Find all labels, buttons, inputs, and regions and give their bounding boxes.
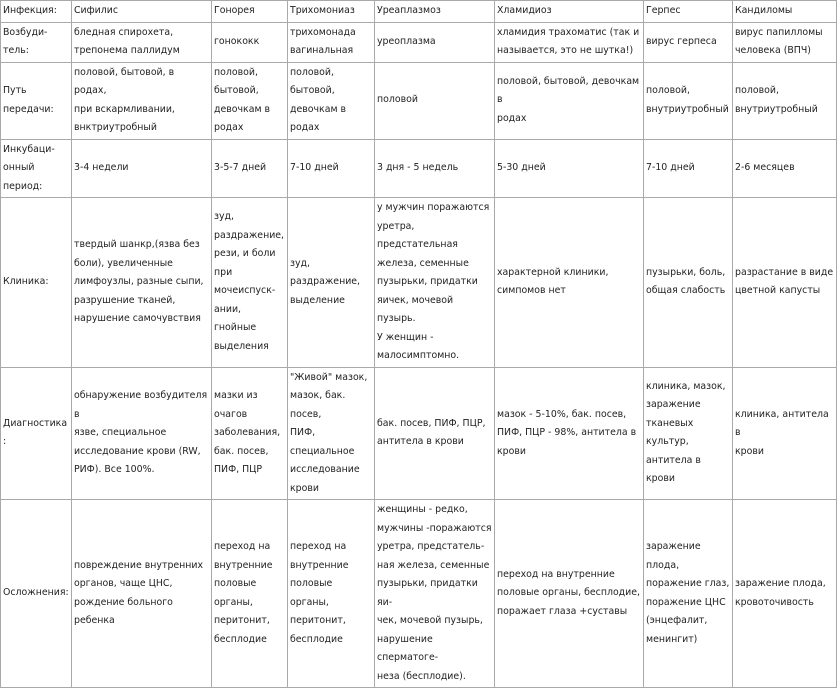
table-cell: "Живой" мазок, мазок, бак. посев, ПИФ, специальное исследование крови xyxy=(288,367,375,500)
table-cell: разрастание в виде цветной капусты xyxy=(733,198,837,368)
header-cell-syphilis: Сифилис xyxy=(72,1,212,23)
header-cell-condylomas: Кандиломы xyxy=(733,1,837,23)
table-cell: вирус герпеса xyxy=(644,22,733,62)
table-cell: трихомонада вагинальная xyxy=(288,22,375,62)
table-cell: 3-5-7 дней xyxy=(212,139,288,198)
table-cell: обнаружение возбудителя в язве, специальное исследование крови (RW, РИФ). Все 100%. xyxy=(72,367,212,500)
row-label-diagnostics: Диагностика: xyxy=(1,367,72,500)
table-cell: переход на внутренние половые органы, перитонит, бесплодие xyxy=(212,500,288,688)
header-cell-ureaplasmosis: Уреаплазмоз xyxy=(375,1,495,23)
table-cell: твердый шанкр,(язва без боли), увеличенные лимфоузлы, разные сыпи, разрушение тканей, нарушение самочувствия xyxy=(72,198,212,368)
table-cell: клиника, мазок, заражение тканевых культур, антитела в крови xyxy=(644,367,733,500)
row-label-complications: Осложнения: xyxy=(1,500,72,688)
table-cell: повреждение внутренних органов, чаще ЦНС, рождение больного ребенка xyxy=(72,500,212,688)
table-cell: переход на внутренние половые органы, перитонит, бесплодие xyxy=(288,500,375,688)
table-cell: переход на внутренние половые органы, бесплодие, поражает глаза +суставы xyxy=(495,500,644,688)
table-cell: зуд, раздражение, выделение xyxy=(288,198,375,368)
table-cell: 3-4 недели xyxy=(72,139,212,198)
table-cell: уреоплазма xyxy=(375,22,495,62)
table-cell: заражение плода, кровоточивость xyxy=(733,500,837,688)
table-row-complications xyxy=(1,500,837,688)
table-cell: половой, бытовой, в родах, при вскармливании, внктриутробный xyxy=(72,62,212,139)
table-cell: половой, бытовой, девочкам в родах xyxy=(212,62,288,139)
table-cell: бледная спирохета, трепонема паллидум xyxy=(72,22,212,62)
table-cell: женщины - редко, мужчины -поражаются уретра, предстатель- ная железа, семенные пузырьки, придатки яи- чек, мочевой пузырь, нарушение сперматоге- неза (бесплодие). xyxy=(375,500,495,688)
row-label-incubation: Инкубаци- онный период: xyxy=(1,139,72,198)
table-cell: зуд, раздражение, рези, и боли при мочеиспуск- ании, гнойные выделения xyxy=(212,198,288,368)
table-cell: 2-6 месяцев xyxy=(733,139,837,198)
table-cell: у мужчин поражаются уретра, предстательная железа, семенные пузырьки, придатки яичек, мочевой пузырь. У женщин - малосимптомно. xyxy=(375,198,495,368)
header-cell-gonorrhea: Гонорея xyxy=(212,1,288,23)
table-cell: характерной клиники, симпомов нет xyxy=(495,198,644,368)
table-cell: 3 дня - 5 недель xyxy=(375,139,495,198)
table-cell: половой xyxy=(375,62,495,139)
table-cell: пузырьки, боль, общая слабость xyxy=(644,198,733,368)
table-cell: половой, внутриутробный xyxy=(733,62,837,139)
table-cell: клиника, антитела в крови xyxy=(733,367,837,500)
header-cell-infection: Инфекция: xyxy=(1,1,72,23)
header-row xyxy=(1,1,837,23)
table-row-diagnostics xyxy=(1,367,837,500)
table-cell: гонококк xyxy=(212,22,288,62)
header-cell-trichomoniasis: Трихомониаз xyxy=(288,1,375,23)
table-cell: заражение плода, поражение глаз, поражение ЦНС (энцефалит, менингит) xyxy=(644,500,733,688)
header-cell-chlamydia: Хламидиоз xyxy=(495,1,644,23)
table-row-transmission xyxy=(1,62,837,139)
table-cell: половой, внутриутробный xyxy=(644,62,733,139)
row-label-pathogen: Возбуди- тель: xyxy=(1,22,72,62)
table-cell: 7-10 дней xyxy=(644,139,733,198)
table-row-pathogen xyxy=(1,22,837,62)
row-label-transmission: Путь передачи: xyxy=(1,62,72,139)
table-row-incubation xyxy=(1,139,837,198)
table-cell: мазок - 5-10%, бак. посев, ПИФ, ПЦР - 98%, антитела в крови xyxy=(495,367,644,500)
table-cell: половой, бытовой, девочкам в родах xyxy=(288,62,375,139)
table-cell: вирус папилломы человека (ВПЧ) xyxy=(733,22,837,62)
header-cell-herpes: Герпес xyxy=(644,1,733,23)
row-label-clinic: Клиника: xyxy=(1,198,72,368)
table-row-clinic xyxy=(1,198,837,368)
table-cell: хламидия трахоматис (так и называется, это не шутка!) xyxy=(495,22,644,62)
table-cell: бак. посев, ПИФ, ПЦР, антитела в крови xyxy=(375,367,495,500)
table-cell: 7-10 дней xyxy=(288,139,375,198)
table-cell: мазки из очагов заболевания, бак. посев, ПИФ, ПЦР xyxy=(212,367,288,500)
table-cell: половой, бытовой, девочкам в родах xyxy=(495,62,644,139)
table-cell: 5-30 дней xyxy=(495,139,644,198)
